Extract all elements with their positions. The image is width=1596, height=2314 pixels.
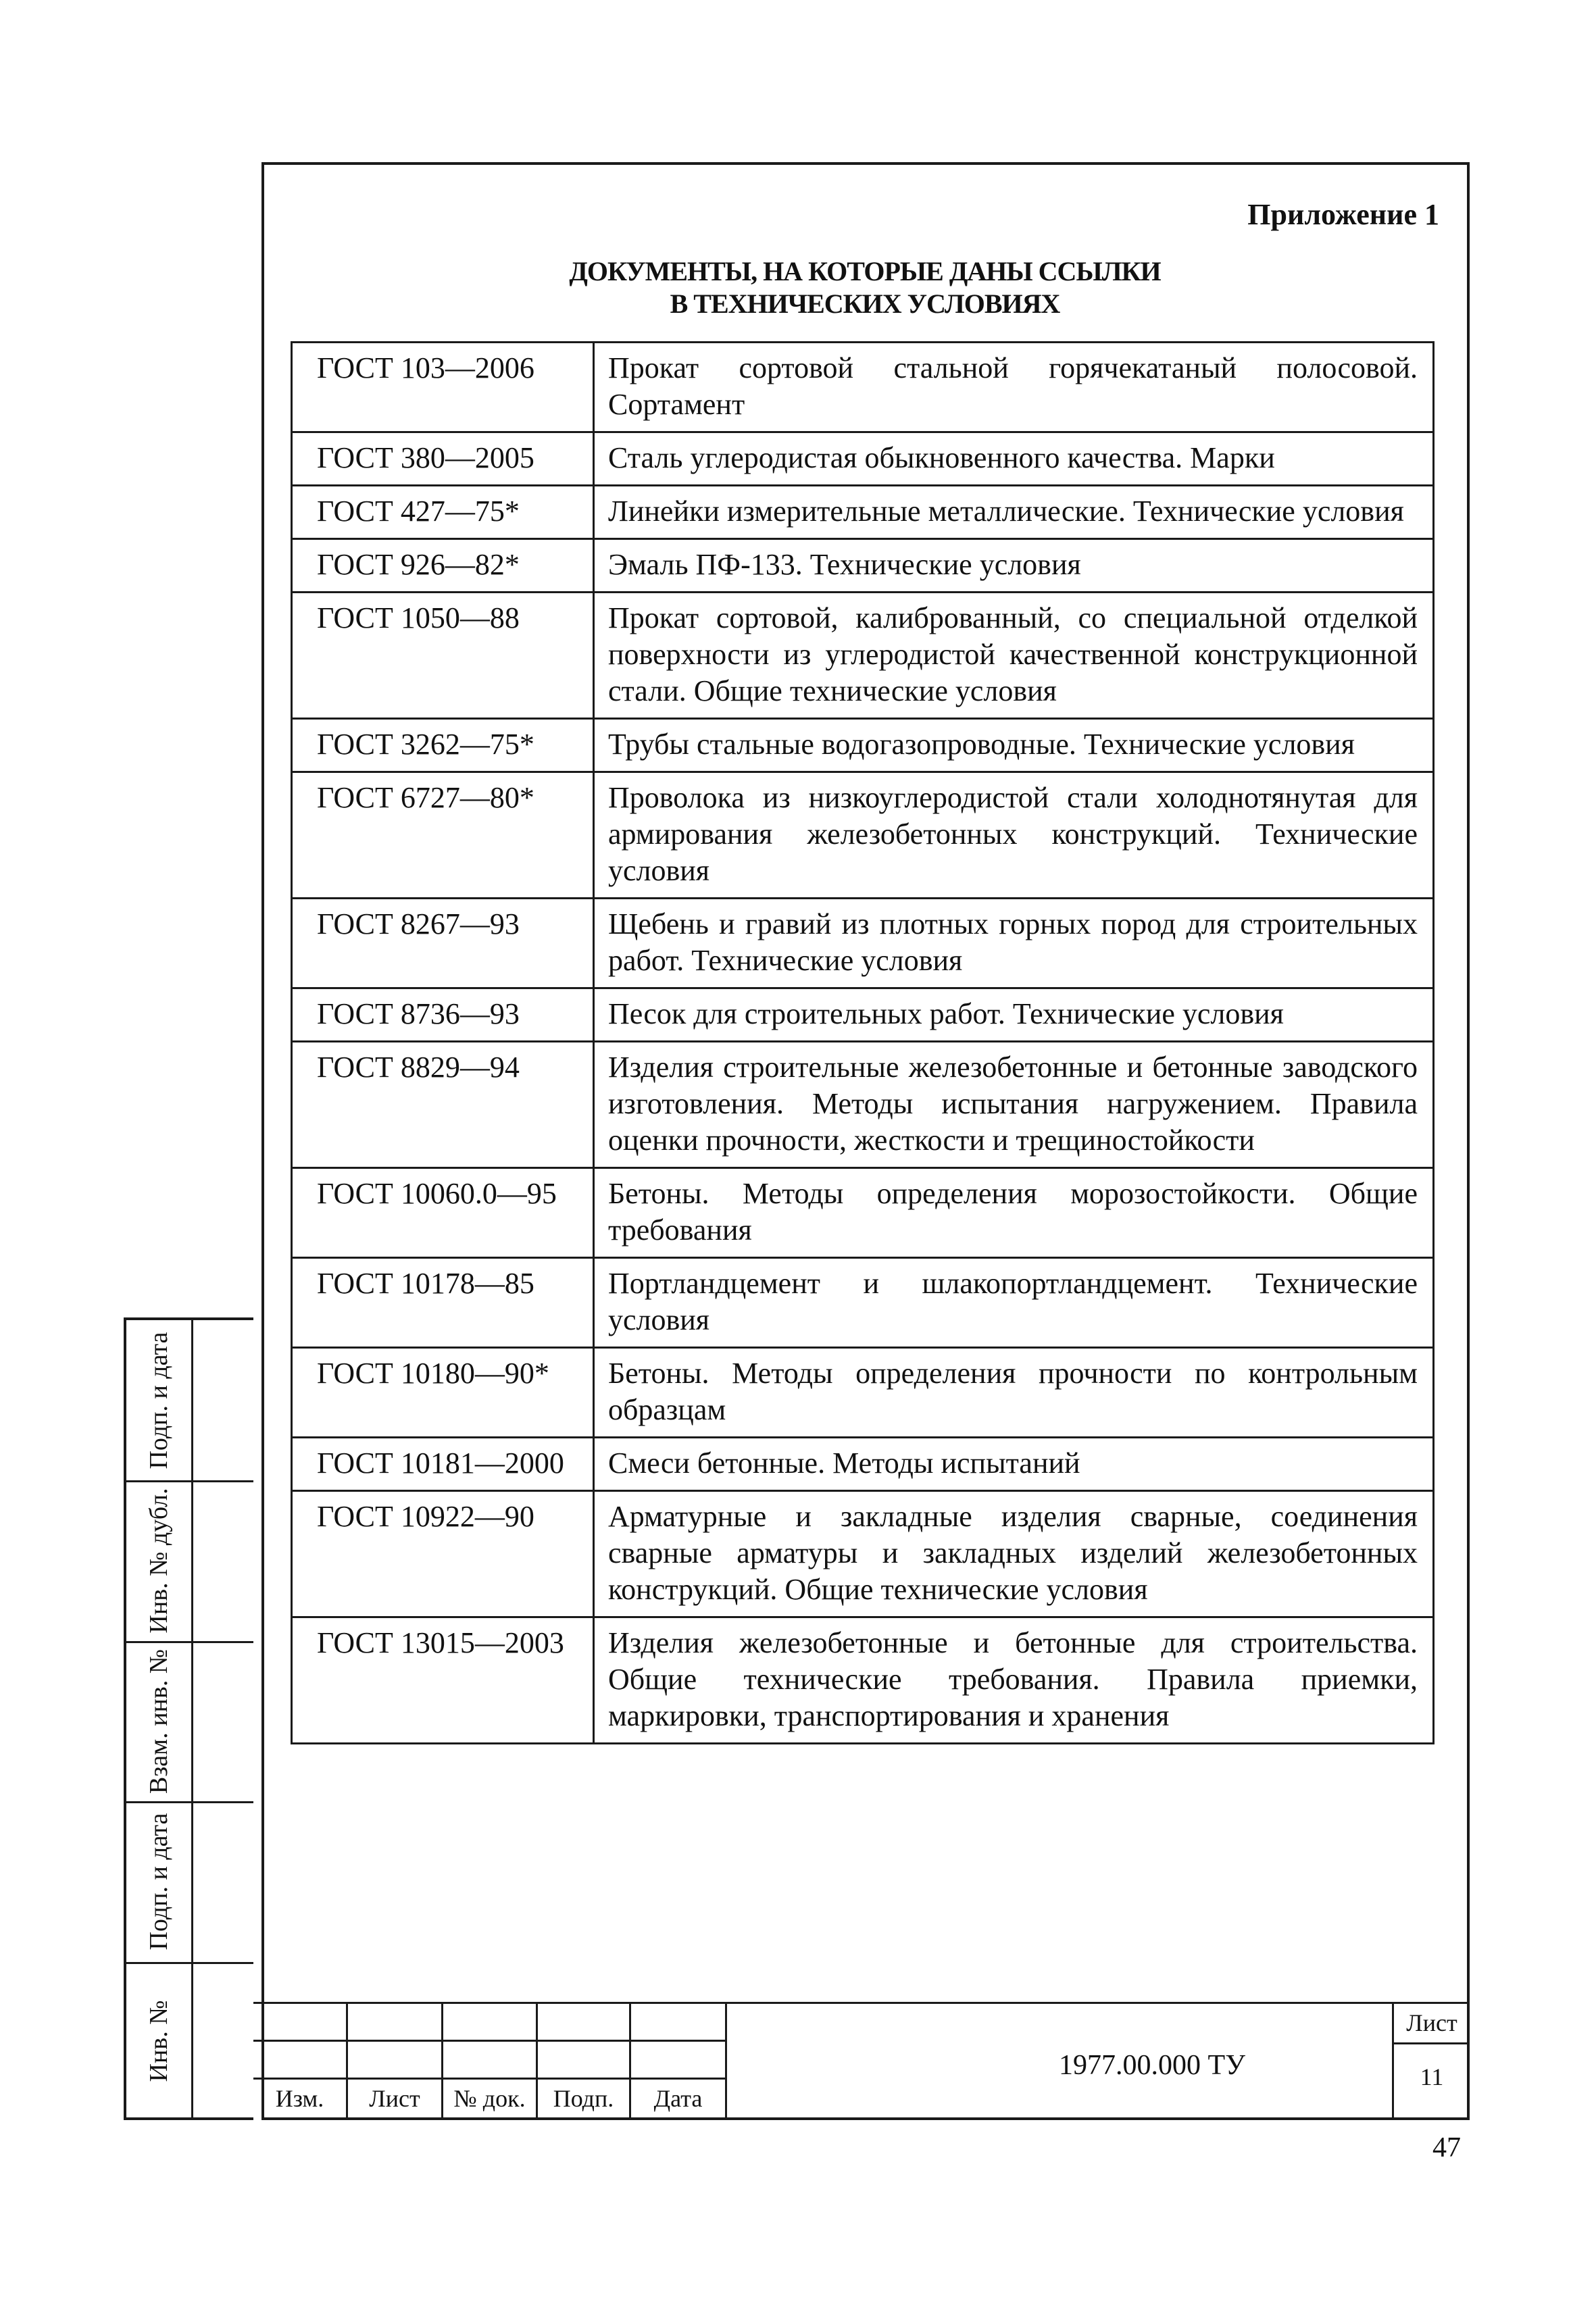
reference-title: Арматурные и закладные изделия сварные, соединения сварные арматуры и закладных изделий железобетонных конструкций. Общие технические условия xyxy=(594,1491,1434,1617)
reference-title: Смеси бетонные. Методы испытаний xyxy=(594,1438,1434,1491)
side-stamp-label: Подп. и дата xyxy=(145,1813,173,1951)
reference-code: ГОСТ 8736—93 xyxy=(292,988,594,1042)
reference-title: Песок для строительных работ. Технические условия xyxy=(594,988,1434,1042)
reference-code: ГОСТ 427—75* xyxy=(292,486,594,539)
side-stamp-cell xyxy=(126,1320,191,1480)
side-stamp-label: Подп. и дата xyxy=(145,1331,173,1469)
title-block-rule xyxy=(253,2078,726,2080)
title-block-rule xyxy=(725,2002,727,2120)
side-stamp-cell xyxy=(126,1962,191,2120)
side-stamp-divider xyxy=(191,1320,193,2117)
title-block-rule xyxy=(253,2040,726,2042)
reference-code: ГОСТ 6727—80* xyxy=(292,772,594,899)
title-block xyxy=(253,2002,1470,2120)
document-title xyxy=(432,255,1297,320)
reference-row xyxy=(292,1042,1434,1168)
reference-row xyxy=(292,719,1434,772)
reference-code: ГОСТ 103—2006 xyxy=(292,343,594,432)
reference-row xyxy=(292,988,1434,1042)
page-number: 47 xyxy=(1432,2132,1461,2163)
reference-title: Прокат сортовой стальной горячекатаный полосовой. Сортамент xyxy=(594,343,1434,432)
reference-title: Линейки измерительные металлические. Технические условия xyxy=(594,486,1434,539)
side-stamp-cell xyxy=(126,1480,191,1641)
title-block-rule xyxy=(253,2002,1470,2004)
reference-code: ГОСТ 10922—90 xyxy=(292,1491,594,1617)
reference-row xyxy=(292,1348,1434,1438)
document-title-line-2: В ТЕХНИЧЕСКИХ УСЛОВИЯХ xyxy=(670,288,1060,319)
reference-title: Сталь углеродистая обыкновенного качества. Марки xyxy=(594,432,1434,486)
title-block-rule xyxy=(1392,2042,1470,2044)
reference-code: ГОСТ 8267—93 xyxy=(292,899,594,988)
reference-row xyxy=(292,1258,1434,1348)
reference-title: Бетоны. Методы определения морозостойкости. Общие требования xyxy=(594,1168,1434,1258)
reference-title: Портландцемент и шлакопортландцемент. Технические условия xyxy=(594,1258,1434,1348)
side-stamp-cell xyxy=(126,1641,191,1801)
reference-row xyxy=(292,486,1434,539)
sheet-label: Лист xyxy=(1406,2009,1457,2036)
reference-row xyxy=(292,1168,1434,1258)
references-table xyxy=(291,341,1435,1744)
reference-row xyxy=(292,343,1434,432)
reference-code: ГОСТ 926—82* xyxy=(292,539,594,593)
side-stamp-label: Инв. № дубл. xyxy=(145,1488,173,1634)
reference-row xyxy=(292,1438,1434,1491)
title-block-col-label: Изм. xyxy=(275,2085,324,2112)
side-stamp-label: Взам. инв. № xyxy=(145,1649,173,1794)
reference-code: ГОСТ 8829—94 xyxy=(292,1042,594,1168)
reference-title: Эмаль ПФ-133. Технические условия xyxy=(594,539,1434,593)
reference-row xyxy=(292,899,1434,988)
reference-code: ГОСТ 10180—90* xyxy=(292,1348,594,1438)
reference-row xyxy=(292,772,1434,899)
reference-code: ГОСТ 10178—85 xyxy=(292,1258,594,1348)
reference-title: Щебень и гравий из плотных горных пород для строительных работ. Технические условия xyxy=(594,899,1434,988)
reference-code: ГОСТ 3262—75* xyxy=(292,719,594,772)
reference-title: Прокат сортовой, калиброванный, со специальной отделкой поверхности из углеродистой качественной конструкционной стали. Общие технические условия xyxy=(594,593,1434,719)
title-block-col-label: № док. xyxy=(453,2085,526,2112)
references-table-body xyxy=(292,343,1434,1744)
reference-title: Проволока из низкоуглеродистой стали холоднотянутая для армирования железобетонных конструкций. Технические условия xyxy=(594,772,1434,899)
title-block-col-label: Лист xyxy=(369,2085,420,2112)
sheet-number: 11 xyxy=(1420,2063,1444,2090)
reference-title: Бетоны. Методы определения прочности по контрольным образцам xyxy=(594,1348,1434,1438)
reference-title: Изделия железобетонные и бетонные для строительства. Общие технические требования. Правила приемки, маркировки, транспортирования и хранения xyxy=(594,1617,1434,1744)
side-stamp-cell xyxy=(126,1801,191,1962)
appendix-label: Приложение 1 xyxy=(1247,198,1439,231)
side-stamp xyxy=(124,1317,253,2120)
reference-code: ГОСТ 13015—2003 xyxy=(292,1617,594,1744)
reference-row xyxy=(292,539,1434,593)
reference-row xyxy=(292,1617,1434,1744)
reference-code: ГОСТ 1050—88 xyxy=(292,593,594,719)
reference-row xyxy=(292,432,1434,486)
reference-title: Трубы стальные водогазопроводные. Технические условия xyxy=(594,719,1434,772)
title-block-col-label: Подп. xyxy=(553,2085,614,2112)
reference-row xyxy=(292,1491,1434,1617)
document-code: 1977.00.000 ТУ xyxy=(1059,2050,1245,2081)
reference-code: ГОСТ 380—2005 xyxy=(292,432,594,486)
reference-code: ГОСТ 10181—2000 xyxy=(292,1438,594,1491)
side-stamp-label: Инв. № xyxy=(145,2000,173,2082)
document-title-line-1: ДОКУМЕНТЫ, НА КОТОРЫЕ ДАНЫ ССЫЛКИ xyxy=(569,256,1161,286)
reference-title: Изделия строительные железобетонные и бетонные заводского изготовления. Методы испытания нагружением. Правила оценки прочности, жесткости и трещиностойкости xyxy=(594,1042,1434,1168)
reference-row xyxy=(292,593,1434,719)
reference-code: ГОСТ 10060.0—95 xyxy=(292,1168,594,1258)
title-block-col-label: Дата xyxy=(653,2085,703,2112)
